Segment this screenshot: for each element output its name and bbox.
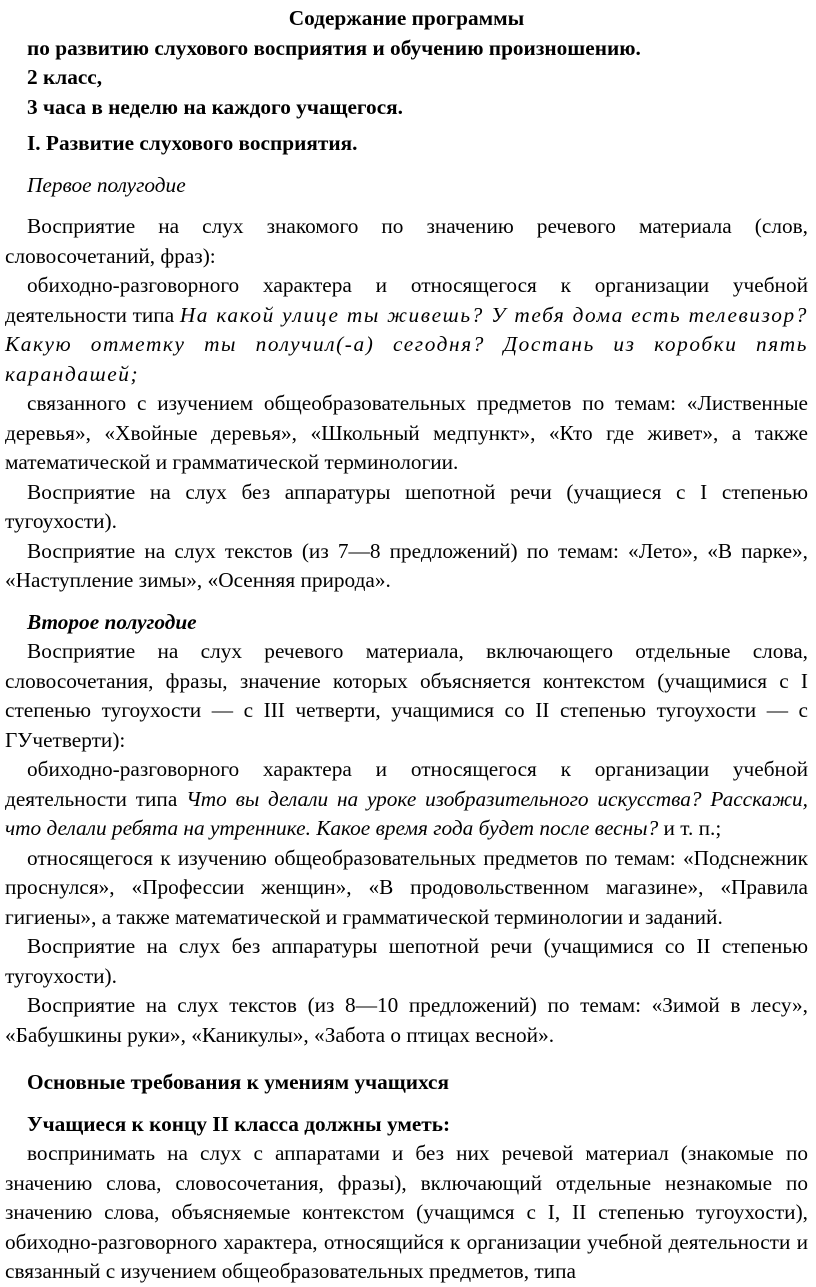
title-line-grade: 2 класс, <box>27 65 103 89</box>
section-heading-hearing: I. Развитие слухового восприятия. <box>27 131 358 155</box>
requirements-subheading: Учащиеся к концу II класса должны уметь: <box>27 1111 451 1136</box>
example-phrases: Что вы делали на уроке изобразительного искусства? Расскажи, что делали ребята на утреннике. Какое время года будет после весны? <box>5 786 808 840</box>
first-half-paragraph-2 <box>5 271 808 389</box>
paragraph-tail: и т. п.; <box>658 816 722 840</box>
first-half-paragraph-5: Восприятие на слух текстов (из 7—8 предложений) по темам: «Лето», «В парке», «Наступление зимы», «Осенняя природа». <box>5 538 808 592</box>
second-half-paragraph-4: Восприятие на слух без аппаратуры шепотной речи (учащимися со II степенью тугоухости). <box>5 934 808 988</box>
first-half-paragraph-1: Восприятие на слух знакомого по значению речевого материала (слов, словосочетаний, фраз): <box>5 214 808 268</box>
title-line-subject: по развитию слухового восприятия и обучению произношению. <box>27 35 641 60</box>
paragraph-text: обиходно-разговорного характера и относящегося к организации учебной деятельности типа <box>5 273 808 327</box>
requirements-paragraph-1: воспринимать на слух с аппаратами и без них речевой материал (знакомые по значению слова, словосочетания, фразы), включающий отдельные незнакомые по значению слова, объясняемые контекстом (учащимся с I, II степенью тугоухости), обиходно-разговорного характера, относящийся к организации учебной деятельности и связанный с изучением общеобразовательных предметов, типа <box>5 1141 808 1283</box>
first-half-paragraph-4: Восприятие на слух без аппаратуры шепотной речи (учащиеся с I степенью тугоухости). <box>5 479 808 533</box>
first-half-heading: Первое полугодие <box>27 172 186 197</box>
second-half-paragraph-5: Восприятие на слух текстов (из 8—10 предложений) по темам: «Зимой в лесу», «Бабушкины руки», «Каникулы», «Забота о птицах весной». <box>5 993 808 1047</box>
second-half-paragraph-1: Восприятие на слух речевого материала, включающего отдельные слова, словосочетания, фразы, значение которых объясняется контекстом (учащимися с I степенью тугоухости — с III четверти, учащимися со II степенью тугоухости — с ГУчетверти): <box>5 639 808 752</box>
second-half-paragraph-2 <box>5 755 808 844</box>
document-title: Содержание программы <box>288 6 525 30</box>
requirements-heading: Основные требования к умениям учащихся <box>27 1070 450 1094</box>
second-half-heading: Второе полугодие <box>27 609 197 634</box>
example-phrases: На какой улице ты живешь? У тебя дома есть телевизор? Какую отметку ты получил(-а) сегодня? Достань из коробки пять карандашей; <box>5 302 809 386</box>
first-half-paragraph-3: связанного с изучением общеобразовательных предметов по темам: «Лиственные деревья», «Хвойные деревья», «Школьный медпункт», «Кто где живет», а также математической и грамматической терминологии. <box>5 391 808 474</box>
second-half-paragraph-3: относящегося к изучению общеобразовательных предметов по темам: «Подснежник проснулся», «Профессии женщин», «В продовольственном магазине», «Правила гигиены», а также математической и грамматической терминологии и заданий. <box>5 845 808 929</box>
paragraph-text: обиходно-разговорного характера и относящегося к организации учебной деятельности типа <box>5 757 808 811</box>
title-line-hours: 3 часа в неделю на каждого учащегося. <box>27 94 404 119</box>
